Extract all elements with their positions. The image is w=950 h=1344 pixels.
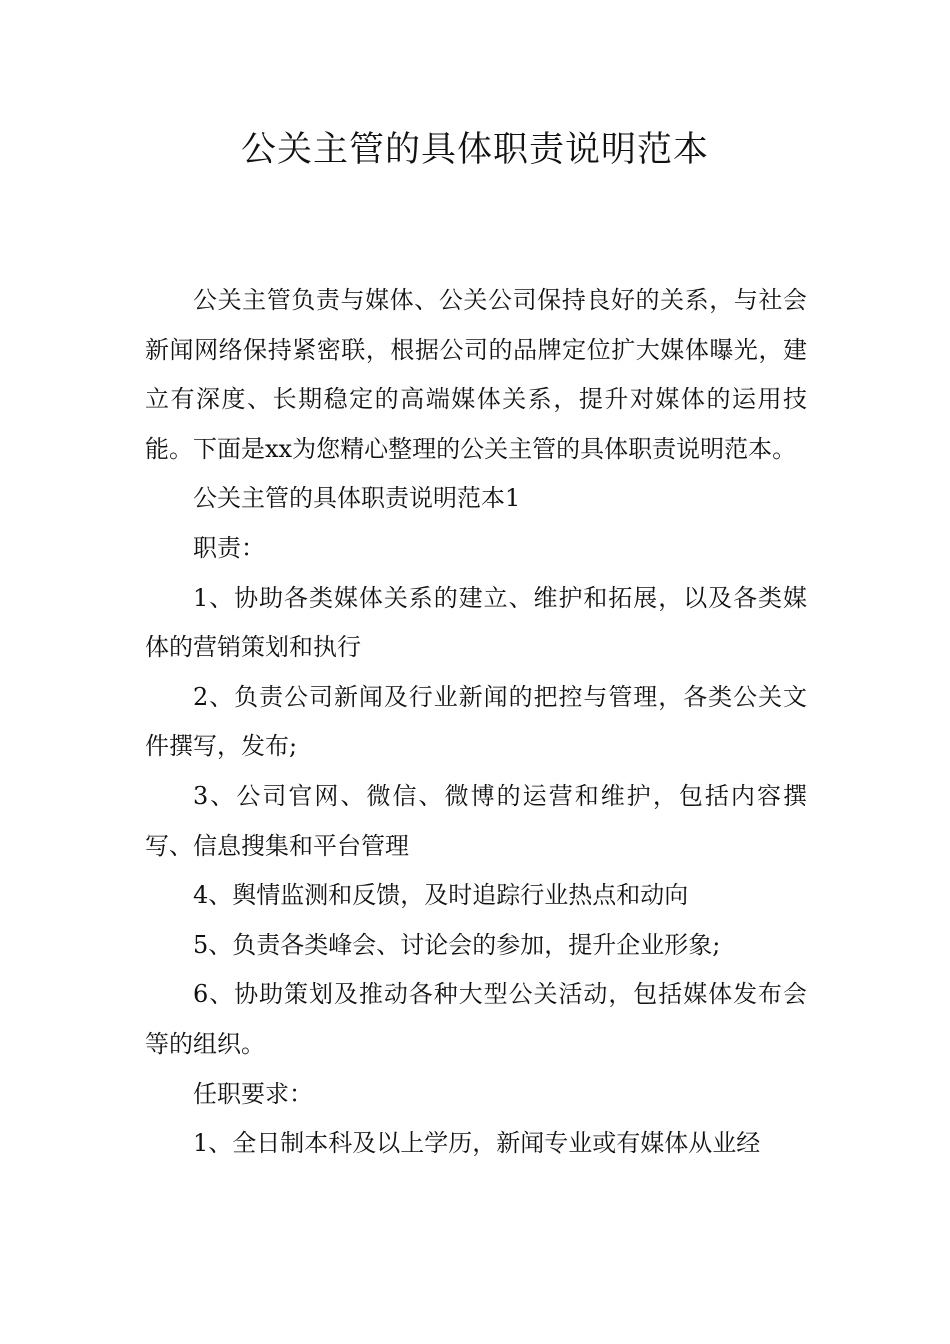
duty-item-5: 5、负责各类峰会、讨论会的参加，提升企业形象;: [193, 930, 721, 959]
document-body: [145, 276, 807, 1169]
duties-heading: 职责：: [193, 533, 265, 562]
duty-item-3: 3、公司官网、微信、微博的运营和维护，包括内容撰写、信息搜集和平台管理: [145, 781, 807, 860]
section-heading: 公关主管的具体职责说明范本1: [193, 484, 521, 513]
duty-item-4: 4、舆情监测和反馈，及时追踪行业热点和动向: [193, 881, 689, 910]
intro-paragraph: 公关主管负责与媒体、公关公司保持良好的关系，与社会新闻网络保持紧密联，根据公司的品牌定位扩大媒体曝光，建立有深度、长期稳定的高端媒体关系，提升对媒体的运用技能。下面是xx为您精心整理的公关主管的具体职责说明范本。: [145, 286, 807, 463]
requirement-item-1: 1、全日制本科及以上学历，新闻专业或有媒体从业经: [193, 1129, 761, 1158]
requirements-heading: 任职要求：: [193, 1079, 313, 1108]
duty-item-1: 1、协助各类媒体关系的建立、维护和拓展，以及各类媒体的营销策划和执行: [145, 583, 807, 662]
duty-item-6: 6、协助策划及推动各种大型公关活动，包括媒体发布会等的组织。: [145, 980, 807, 1058]
duty-item-2: 2、负责公司新闻及行业新闻的把控与管理，各类公关文件撰写，发布;: [145, 682, 807, 761]
document-title: 公关主管的具体职责说明范本: [240, 130, 709, 170]
